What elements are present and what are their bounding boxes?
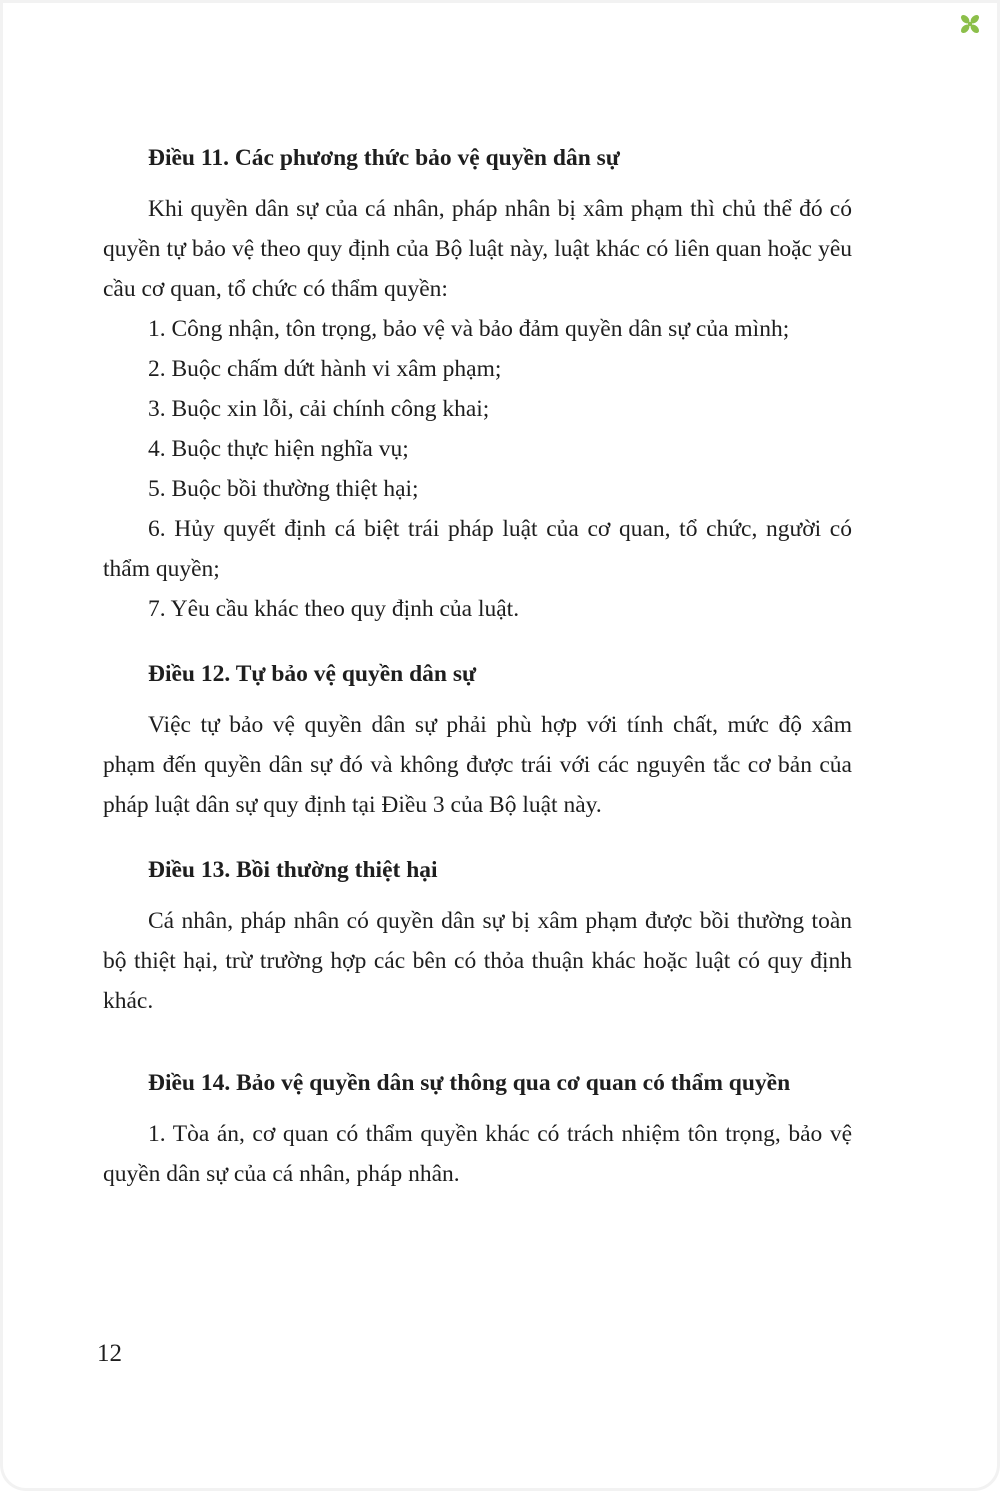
- article-11-item-1: 1. Công nhận, tôn trọng, bảo vệ và bảo đảm quyền dân sự của mình;: [148, 316, 790, 342]
- article-14-item-1: 1. Tòa án, cơ quan có thẩm quyền khác có trách nhiệm tôn trọng, bảo vệ quyền dân sự của cá nhân, pháp nhân.: [103, 1121, 852, 1187]
- article-11-item-6: 6. Hủy quyết định cá biệt trái pháp luật của cơ quan, tổ chức, người có thẩm quyền;: [103, 516, 852, 582]
- article-12-paragraph: Việc tự bảo vệ quyền dân sự phải phù hợp với tính chất, mức độ xâm phạm đến quyền dân sự đó và không được trái với các nguyên tắc cơ bản của pháp luật dân sự quy định tại Điều 3 của Bộ luật này.: [103, 712, 852, 818]
- flower-icon: [958, 12, 982, 36]
- article-13-paragraph: Cá nhân, pháp nhân có quyền dân sự bị xâm phạm được bồi thường toàn bộ thiệt hại, trừ trường hợp các bên có thỏa thuận khác hoặc luật có quy định khác.: [103, 908, 852, 1014]
- article-11-item-4: 4. Buộc thực hiện nghĩa vụ;: [148, 436, 409, 462]
- article-11-intro-paragraph: Khi quyền dân sự của cá nhân, pháp nhân bị xâm phạm thì chủ thể đó có quyền tự bảo vệ theo quy định của Bộ luật này, luật khác có liên quan hoặc yêu cầu cơ quan, tổ chức có thẩm quyền:: [103, 196, 852, 302]
- article-11-item-2: 2. Buộc chấm dứt hành vi xâm phạm;: [148, 356, 502, 382]
- article-13-heading: Điều 13. Bồi thường thiệt hại: [148, 857, 438, 883]
- page-number: 12: [97, 1340, 122, 1367]
- article-11-item-7: 7. Yêu cầu khác theo quy định của luật.: [148, 596, 520, 622]
- article-11-item-5: 5. Buộc bồi thường thiệt hại;: [148, 476, 419, 502]
- article-12-heading: Điều 12. Tự bảo vệ quyền dân sự: [148, 661, 477, 687]
- article-11-item-3: 3. Buộc xin lỗi, cải chính công khai;: [148, 396, 490, 422]
- article-14-heading: Điều 14. Bảo vệ quyền dân sự thông qua cơ quan có thẩm quyền: [148, 1070, 791, 1096]
- document-body: [103, 138, 852, 1194]
- article-11-heading: Điều 11. Các phương thức bảo vệ quyền dân sự: [148, 145, 620, 171]
